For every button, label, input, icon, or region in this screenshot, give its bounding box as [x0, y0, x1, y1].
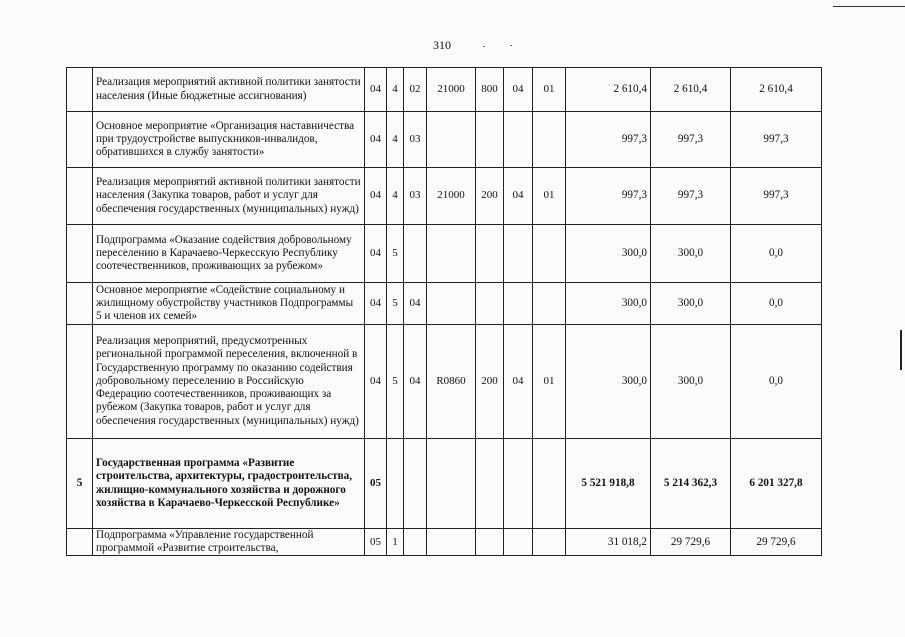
code-cell	[404, 225, 427, 283]
code-cell: 01	[533, 325, 566, 439]
row-number-cell: 5	[67, 439, 93, 529]
code-cell: 800	[476, 68, 504, 112]
code-cell: 21000	[427, 68, 476, 112]
row-name-cell: Реализация мероприятий активной политики занятости населения (Иные бюджетные ассигнования)	[93, 68, 365, 112]
amount-cell: 997,3	[731, 112, 822, 168]
amount-cell: 0,0	[731, 225, 822, 283]
row-name-cell: Подпрограмма «Оказание содействия добровольному переселению в Карачаево-Черкесскую Республику соотечественников, проживающих за рубежом»	[93, 225, 365, 283]
code-cell	[504, 439, 533, 529]
row-number-cell	[67, 225, 93, 283]
row-number-cell	[67, 68, 93, 112]
code-cell	[533, 529, 566, 556]
amount-cell: 997,3	[651, 112, 731, 168]
amount-cell: 29 729,6	[731, 529, 822, 556]
code-cell	[404, 529, 427, 556]
code-cell	[427, 225, 476, 283]
code-cell	[427, 112, 476, 168]
amount-cell: 2 610,4	[651, 68, 731, 112]
code-cell	[476, 439, 504, 529]
scan-edge-line	[833, 6, 905, 7]
code-cell	[533, 439, 566, 529]
code-cell: 4	[387, 168, 404, 225]
code-cell: 04	[365, 225, 387, 283]
code-cell: 200	[476, 325, 504, 439]
amount-cell: 300,0	[566, 225, 651, 283]
table-row	[67, 325, 822, 439]
budget-table	[66, 67, 822, 556]
row-name-cell: Основное мероприятие «Содействие социальному и жилищному обустройству участников Подпрограммы 5 и членов их семей»	[93, 283, 365, 325]
amount-cell: 300,0	[651, 283, 731, 325]
row-number-cell	[67, 112, 93, 168]
code-cell	[504, 225, 533, 283]
amount-cell: 300,0	[566, 325, 651, 439]
code-cell: 01	[533, 68, 566, 112]
amount-cell: 2 610,4	[566, 68, 651, 112]
row-name-cell: Реализация мероприятий, предусмотренных региональной программой переселения, включенной в Государственную программу по оказанию содействия добровольному переселению в Российскую Федерацию соотечественников, проживающих за рубежом (Закупка товаров, работ и услуг для обеспечения государственных (муниципальных) нужд)	[93, 325, 365, 439]
code-cell: 04	[365, 283, 387, 325]
code-cell: 04	[365, 112, 387, 168]
scan-speck	[483, 46, 485, 47]
code-cell: 04	[504, 168, 533, 225]
row-number-cell	[67, 168, 93, 225]
table-row	[67, 225, 822, 283]
code-cell	[533, 225, 566, 283]
code-cell	[387, 439, 404, 529]
code-cell	[504, 283, 533, 325]
page-number: 310	[433, 38, 451, 52]
table-row	[67, 68, 822, 112]
code-cell	[533, 112, 566, 168]
row-number-cell	[67, 325, 93, 439]
code-cell	[427, 283, 476, 325]
table-row	[67, 283, 822, 325]
amount-cell: 5 521 918,8	[566, 439, 651, 529]
table-row	[67, 112, 822, 168]
code-cell: 04	[365, 168, 387, 225]
row-name-cell: Государственная программа «Развитие строительства, архитектуры, градостроительства, жилищно-коммунального хозяйства и дорожного хозяйства в Карачаево-Черкесской Республике»	[93, 439, 365, 529]
code-cell: 03	[404, 168, 427, 225]
code-cell: 05	[365, 439, 387, 529]
code-cell: 04	[504, 68, 533, 112]
code-cell: 04	[365, 325, 387, 439]
row-name-cell: Основное мероприятие «Организация наставничества при трудоустройстве выпускников-инвалидов, обратившихся в службу занятости»	[93, 112, 365, 168]
code-cell: 04	[404, 283, 427, 325]
table-row	[67, 439, 822, 529]
row-number-cell	[67, 529, 93, 556]
code-cell	[404, 439, 427, 529]
row-name-cell: Реализация мероприятий активной политики занятости населения (Закупка товаров, работ и услуг для обеспечения государственных (муниципальных) нужд)	[93, 168, 365, 225]
row-name-cell: Подпрограмма «Управление государственной программой «Развитие строительства,	[93, 529, 365, 556]
table-body	[67, 68, 822, 556]
amount-cell: 997,3	[731, 168, 822, 225]
code-cell	[427, 439, 476, 529]
code-cell	[476, 283, 504, 325]
amount-cell: 2 610,4	[731, 68, 822, 112]
amount-cell: 31 018,2	[566, 529, 651, 556]
code-cell: 21000	[427, 168, 476, 225]
code-cell: 04	[404, 325, 427, 439]
amount-cell: 300,0	[651, 225, 731, 283]
code-cell: 5	[387, 283, 404, 325]
code-cell: 1	[387, 529, 404, 556]
amount-cell: 0,0	[731, 283, 822, 325]
code-cell	[427, 529, 476, 556]
scan-edge-mark	[900, 330, 902, 370]
code-cell	[476, 225, 504, 283]
scan-speck	[510, 45, 512, 46]
code-cell: 4	[387, 68, 404, 112]
code-cell: 4	[387, 112, 404, 168]
code-cell: 04	[365, 68, 387, 112]
code-cell: 05	[365, 529, 387, 556]
code-cell: 5	[387, 225, 404, 283]
code-cell	[504, 529, 533, 556]
code-cell	[504, 112, 533, 168]
amount-cell: 997,3	[566, 112, 651, 168]
code-cell: 04	[504, 325, 533, 439]
amount-cell: 997,3	[651, 168, 731, 225]
row-number-cell	[67, 283, 93, 325]
amount-cell: 29 729,6	[651, 529, 731, 556]
table-row	[67, 529, 822, 556]
code-cell	[476, 529, 504, 556]
code-cell: R0860	[427, 325, 476, 439]
code-cell: 02	[404, 68, 427, 112]
code-cell: 03	[404, 112, 427, 168]
code-cell: 01	[533, 168, 566, 225]
amount-cell: 300,0	[566, 283, 651, 325]
amount-cell: 300,0	[651, 325, 731, 439]
amount-cell: 6 201 327,8	[731, 439, 822, 529]
amount-cell: 0,0	[731, 325, 822, 439]
code-cell: 200	[476, 168, 504, 225]
code-cell: 5	[387, 325, 404, 439]
code-cell	[476, 112, 504, 168]
table-row	[67, 168, 822, 225]
code-cell	[533, 283, 566, 325]
amount-cell: 997,3	[566, 168, 651, 225]
amount-cell: 5 214 362,3	[651, 439, 731, 529]
